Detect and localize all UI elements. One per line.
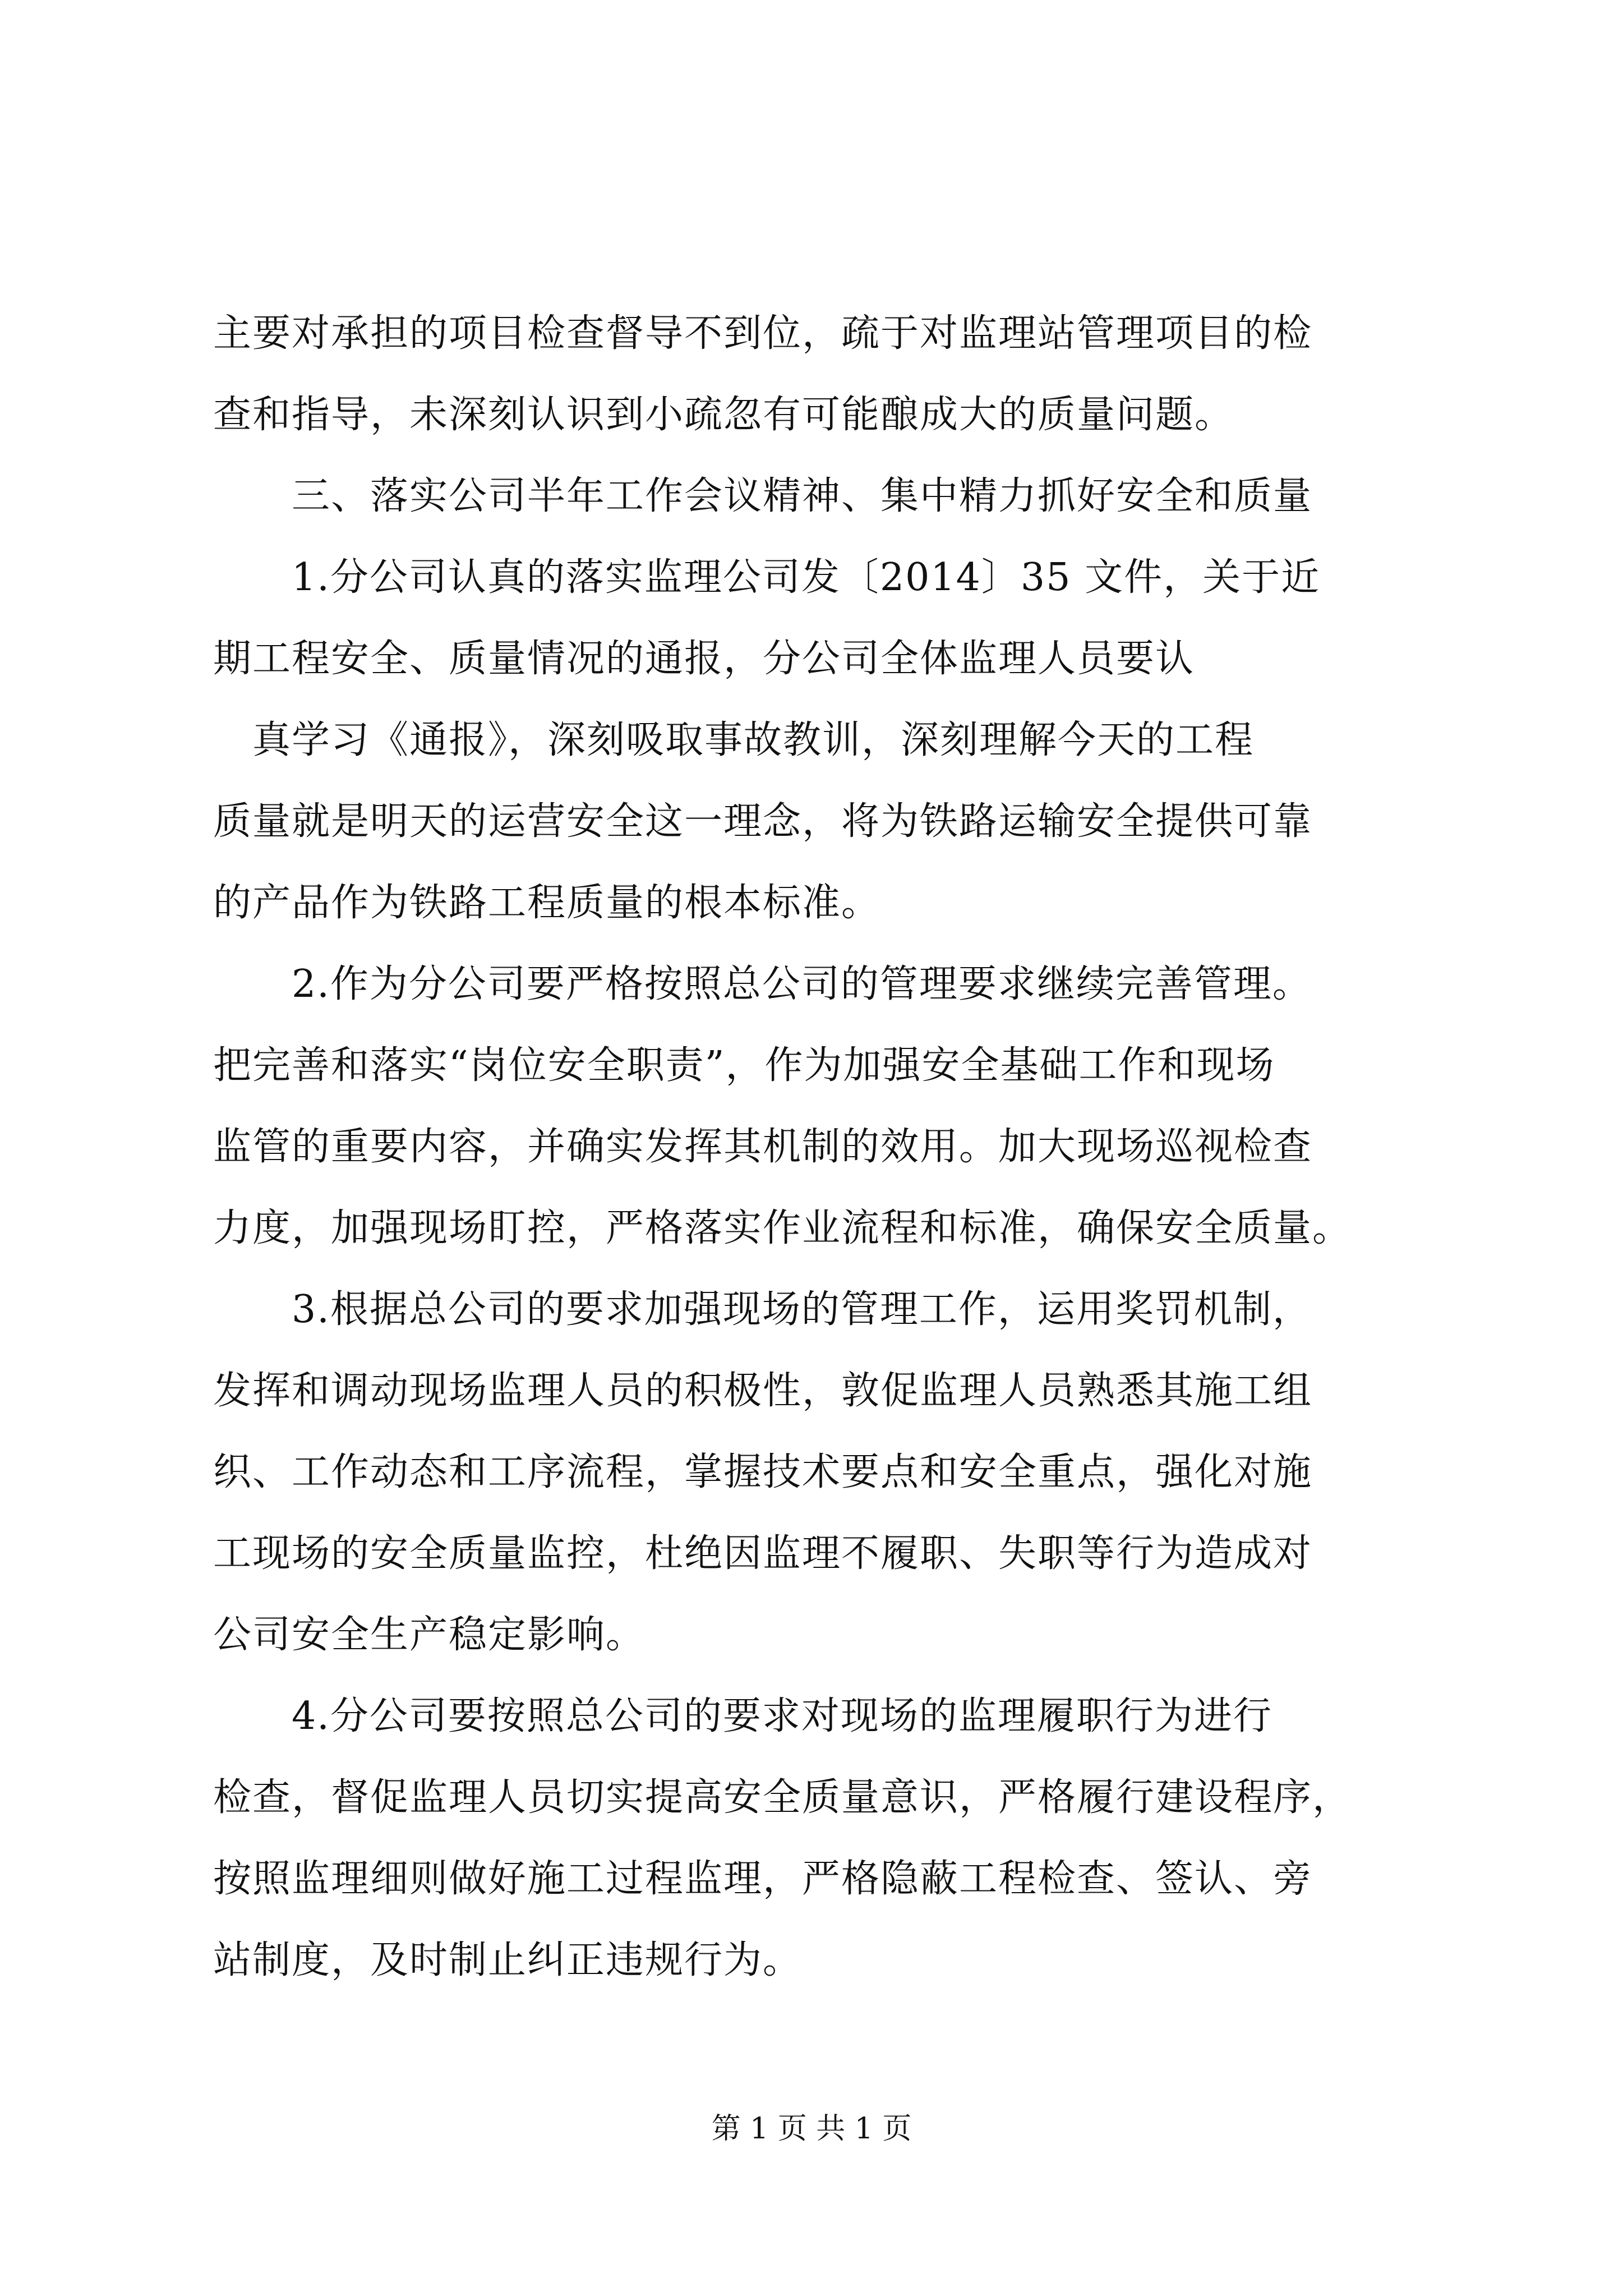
body-text-line: 真学习《通报》，深刻吸取事故教训，深刻理解今天的工程 [213, 718, 1255, 762]
body-text-line: 站制度，及时制止纠正违规行为。 [213, 1938, 803, 1982]
body-text-line: 查和指导，未深刻认识到小疏忽有可能酿成大的质量问题。 [213, 393, 1234, 437]
body-text-line: 2.作为分公司要严格按照总公司的管理要求继续完善管理。 [213, 962, 1312, 1006]
section-heading: 三、落实公司半年工作会议精神、集中精力抓好安全和质量 [213, 474, 1313, 518]
body-text-line: 把完善和落实“岗位安全职责”，作为加强安全基础工作和现场 [213, 1043, 1275, 1088]
body-text-line: 公司安全生产稳定影响。 [213, 1613, 645, 1657]
body-text-line: 织、工作动态和工序流程，掌握技术要点和安全重点，强化对施 [213, 1450, 1313, 1494]
body-text-line: 监管的重要内容，并确实发挥其机制的效用。加大现场巡视检查 [213, 1125, 1313, 1169]
body-text-line: 工现场的安全质量监控，杜绝因监理不履职、失职等行为造成对 [213, 1531, 1313, 1576]
body-text-line: 质量就是明天的运营安全这一理念，将为铁路运输安全提供可靠 [213, 799, 1313, 844]
body-text-line: 1.分公司认真的落实监理公司发〔2014〕35 文件，关于近 [213, 555, 1321, 600]
body-text-line: 按照监理细则做好施工过程监理，严格隐蔽工程检查、签认、旁 [213, 1857, 1313, 1901]
body-text-line: 3.根据总公司的要求加强现场的管理工作，运用奖罚机制， [213, 1287, 1312, 1332]
body-text-line: 期工程安全、质量情况的通报，分公司全体监理人员要认 [213, 637, 1195, 681]
body-text-line: 4.分公司要按照总公司的要求对现场的监理履职行为进行 [213, 1694, 1272, 1738]
body-text-line: 检查，督促监理人员切实提高安全质量意识，严格履行建设程序， [213, 1775, 1352, 1820]
body-text-line: 力度，加强现场盯控，严格落实作业流程和标准，确保安全质量。 [213, 1206, 1352, 1250]
body-text-line: 的产品作为铁路工程质量的根本标准。 [213, 881, 881, 925]
page-footer: 第 1 页 共 1 页 [711, 2112, 912, 2146]
body-text-line: 发挥和调动现场监理人员的积极性，敦促监理人员熟悉其施工组 [213, 1369, 1313, 1413]
body-text-line: 主要对承担的项目检查督导不到位，疏于对监理站管理项目的检 [213, 311, 1313, 356]
